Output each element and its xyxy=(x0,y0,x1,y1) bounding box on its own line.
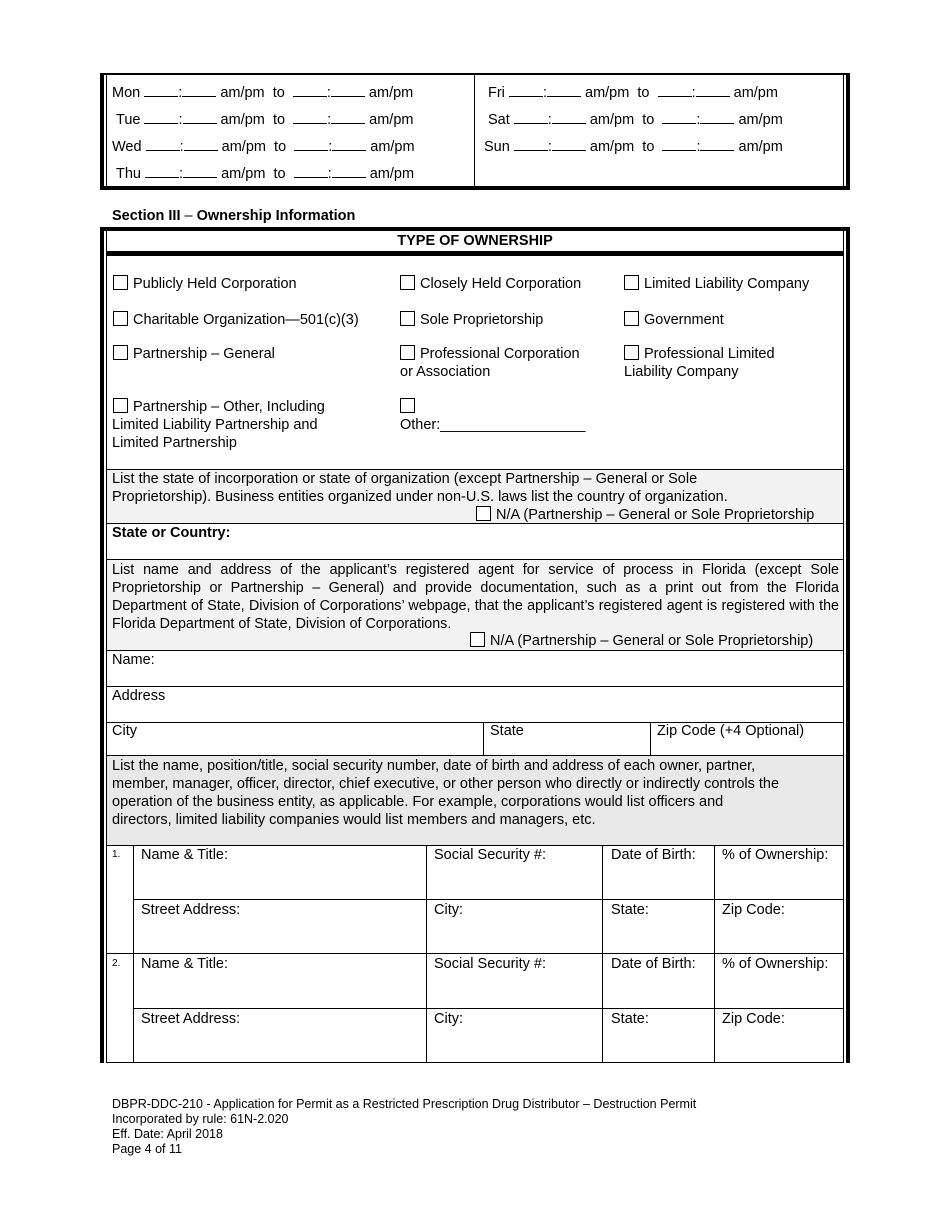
minute-field[interactable] xyxy=(183,111,217,124)
hours-divider xyxy=(474,75,475,186)
minute-field[interactable] xyxy=(696,84,730,97)
checkbox[interactable] xyxy=(400,398,415,413)
minute-field[interactable] xyxy=(552,138,586,151)
option-partnership-other[interactable]: Partnership – Other, Including xyxy=(113,398,325,416)
hours-row-wed: Wed : am/pm to : am/pm xyxy=(112,139,415,155)
owner-2-pct[interactable]: % of Ownership: xyxy=(722,956,829,972)
hour-field[interactable] xyxy=(145,165,179,178)
hour-field[interactable] xyxy=(144,84,178,97)
checkbox[interactable] xyxy=(113,345,128,360)
option-publicly-held[interactable]: Publicly Held Corporation xyxy=(113,275,297,293)
day-label: Sun xyxy=(484,139,510,155)
agent-state-label: State xyxy=(490,723,524,739)
day-label: Sat xyxy=(488,112,510,128)
hour-field[interactable] xyxy=(509,84,543,97)
hour-field[interactable] xyxy=(294,165,328,178)
option-government[interactable]: Government xyxy=(624,311,724,329)
minute-field[interactable] xyxy=(182,84,216,97)
hours-row-mon: Mon : am/pm to : am/pm xyxy=(112,85,414,101)
option-prof-corp[interactable]: Professional Corporation xyxy=(400,345,580,363)
hour-field[interactable] xyxy=(662,111,696,124)
owner-1-name-title[interactable]: Name & Title: xyxy=(141,847,229,863)
footer-page-number: Page 4 of 11 xyxy=(112,1142,182,1156)
day-label: Fri xyxy=(488,85,505,101)
checkbox[interactable] xyxy=(470,632,485,647)
section-title: Section III – Ownership Information xyxy=(112,208,356,224)
agent-address-field[interactable] xyxy=(175,687,840,721)
checkbox[interactable] xyxy=(113,275,128,290)
ownership-header: TYPE OF OWNERSHIP xyxy=(397,233,553,249)
agent-na-option[interactable]: N/A (Partnership – General or Sole Proprietorship) xyxy=(470,632,813,650)
incorporation-na-option[interactable]: N/A (Partnership – General or Sole Proprietorship xyxy=(476,506,814,524)
owner-1-pct[interactable]: % of Ownership: xyxy=(722,847,829,863)
checkbox[interactable] xyxy=(624,275,639,290)
checkbox[interactable] xyxy=(113,311,128,326)
option-llc[interactable]: Limited Liability Company xyxy=(624,275,809,293)
owner-2-street[interactable]: Street Address: xyxy=(141,1011,241,1027)
minute-field[interactable] xyxy=(547,84,581,97)
footer-eff-date: Eff. Date: April 2018 xyxy=(112,1127,223,1141)
owner-2-city[interactable]: City: xyxy=(434,1011,463,1027)
hour-field[interactable] xyxy=(294,138,328,151)
day-label: Wed xyxy=(112,139,142,155)
owner-2-zip[interactable]: Zip Code: xyxy=(722,1011,785,1027)
agent-instructions: List name and address of the applicant’s registered agent for service of process in Florida (except Sole Proprietorship or Partnership – General) and provide documentation, such as a print out from the Florida Department of State, Division of Corporations’ webpage, that the applicant’s registered agent is registered with the Florida Department of State, Division of Corporations. xyxy=(112,562,839,632)
option-closely-held[interactable]: Closely Held Corporation xyxy=(400,275,581,293)
owner-2-ssn[interactable]: Social Security #: xyxy=(434,956,547,972)
hour-field[interactable] xyxy=(293,84,327,97)
minute-field[interactable] xyxy=(552,111,586,124)
option-other[interactable] xyxy=(400,398,420,416)
minute-field[interactable] xyxy=(700,138,734,151)
minute-field[interactable] xyxy=(332,165,366,178)
option-charitable[interactable]: Charitable Organization—501(c)(3) xyxy=(113,311,359,329)
minute-field[interactable] xyxy=(700,111,734,124)
checkbox[interactable] xyxy=(400,345,415,360)
hours-row-thu: Thu : am/pm to : am/pm xyxy=(116,166,415,182)
footer-rule: Incorporated by rule: 61N-2.020 xyxy=(112,1112,289,1126)
minute-field[interactable] xyxy=(331,111,365,124)
owner-2-number: 2. xyxy=(112,958,121,969)
agent-address-label: Address xyxy=(112,688,166,704)
owner-2-dob[interactable]: Date of Birth: xyxy=(611,956,696,972)
option-sole-prop[interactable]: Sole Proprietorship xyxy=(400,311,543,329)
owner-1-ssn[interactable]: Social Security #: xyxy=(434,847,547,863)
option-prof-llc[interactable]: Professional Limited xyxy=(624,345,775,363)
agent-name-field[interactable] xyxy=(165,651,840,685)
owner-2-name-title[interactable]: Name & Title: xyxy=(141,956,229,972)
hour-field[interactable] xyxy=(662,138,696,151)
state-or-country-field[interactable] xyxy=(260,524,840,558)
footer-form-id: DBPR-DDC-210 - Application for Permit as a Restricted Prescription Drug Distributor – Destruction Permit xyxy=(112,1097,697,1111)
minute-field[interactable] xyxy=(184,138,218,151)
day-label: Thu xyxy=(116,166,141,182)
agent-zip-label: Zip Code (+4 Optional) xyxy=(657,723,805,739)
other-field[interactable]: Other:__________________ xyxy=(400,417,586,433)
option-partnership-general[interactable]: Partnership – General xyxy=(113,345,275,363)
hour-field[interactable] xyxy=(144,111,178,124)
hour-field[interactable] xyxy=(514,111,548,124)
owner-2-state[interactable]: State: xyxy=(611,1011,649,1027)
agent-city-label: City xyxy=(112,723,137,739)
hour-field[interactable] xyxy=(146,138,180,151)
day-label: Mon xyxy=(112,85,141,101)
agent-name-label: Name: xyxy=(112,652,155,668)
owner-1-state[interactable]: State: xyxy=(611,902,649,918)
owner-1-street[interactable]: Street Address: xyxy=(141,902,241,918)
checkbox[interactable] xyxy=(624,345,639,360)
owners-instructions: List the name, position/title, social security number, date of birth and address of each owner, partner, xyxy=(112,758,756,774)
checkbox[interactable] xyxy=(476,506,491,521)
owner-1-zip[interactable]: Zip Code: xyxy=(722,902,785,918)
hours-row-sat: Sat : am/pm to : am/pm xyxy=(488,112,783,128)
day-label: Tue xyxy=(116,112,141,128)
minute-field[interactable] xyxy=(332,138,366,151)
hours-row-sun: Sun : am/pm to : am/pm xyxy=(484,139,783,155)
hours-row-fri: Fri : am/pm to : am/pm xyxy=(488,85,778,101)
owner-1-number: 1. xyxy=(112,849,121,860)
checkbox[interactable] xyxy=(624,311,639,326)
checkbox[interactable] xyxy=(400,275,415,290)
hour-field[interactable] xyxy=(293,111,327,124)
minute-field[interactable] xyxy=(331,84,365,97)
hour-field[interactable] xyxy=(514,138,548,151)
owner-1-city[interactable]: City: xyxy=(434,902,463,918)
hours-row-tue: Tue : am/pm to : am/pm xyxy=(116,112,414,128)
owner-1-dob[interactable]: Date of Birth: xyxy=(611,847,696,863)
state-or-country-label: State or Country: xyxy=(112,525,231,541)
minute-field[interactable] xyxy=(183,165,217,178)
hour-field[interactable] xyxy=(658,84,692,97)
checkbox[interactable] xyxy=(400,311,415,326)
checkbox[interactable] xyxy=(113,398,128,413)
